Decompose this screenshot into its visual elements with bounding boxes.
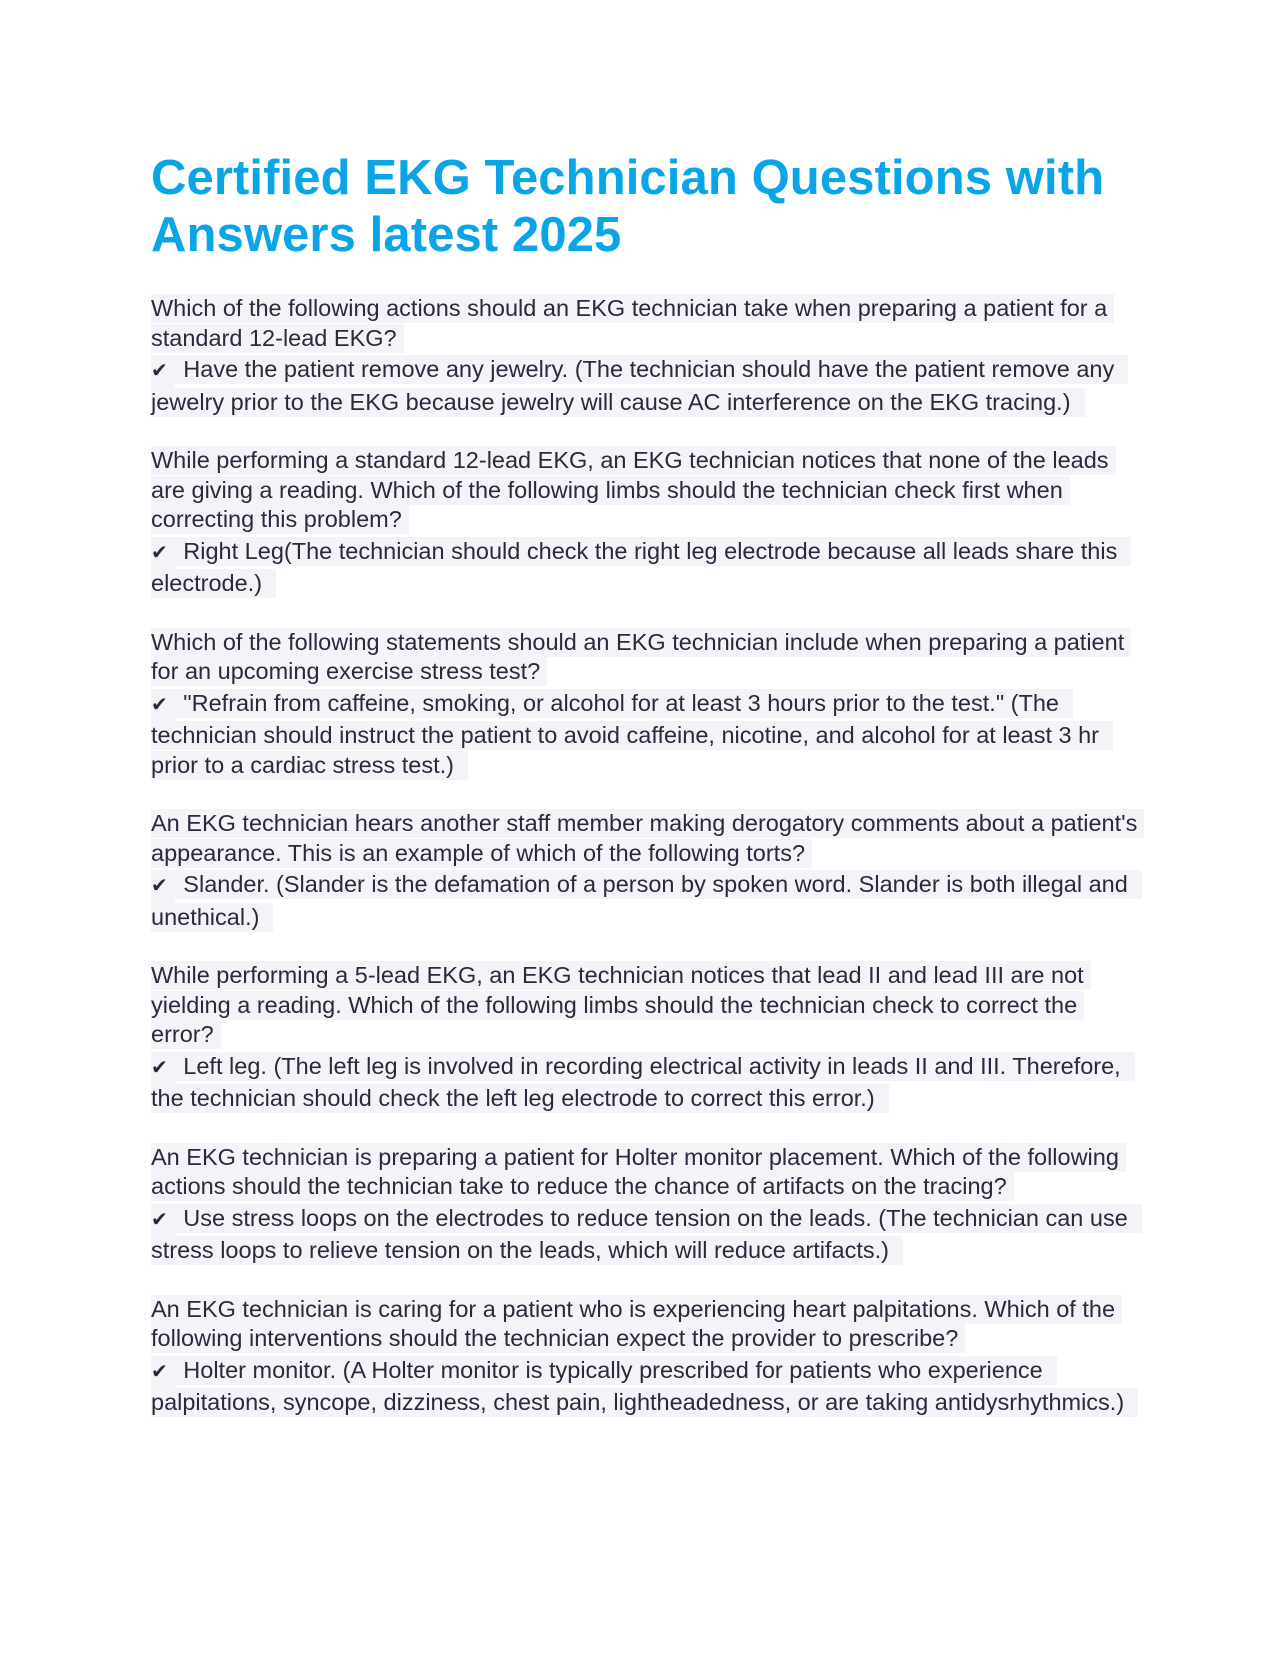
question-text: An EKG technician is caring for a patient who is experiencing heart palpitations. Which of the following interventions should the technician expect the provider to prescribe? — [151, 1295, 1141, 1354]
question-text: While performing a standard 12-lead EKG, an EKG technician notices that none of the leads are giving a reading. Which of the following limbs should the technician check first when correcting this problem? — [151, 446, 1141, 535]
answer-text: ✔ "Refrain from caffeine, smoking, or alcohol for at least 3 hours prior to the test." (The technician should instruct the patient to avoid caffeine, nicotine, and alcohol for at least 3 hr prior to a cardiac stress test.) — [151, 689, 1141, 781]
check-icon: ✔ — [151, 537, 175, 570]
answer-text: ✔ Left leg. (The left leg is involved in recording electrical activity in leads II and III. Therefore, the technician should check the left leg electrode to correct this error.) — [151, 1052, 1141, 1114]
question-text: An EKG technician hears another staff member making derogatory comments about a patient's appearance. This is an example of which of the following torts? — [151, 809, 1141, 868]
document-page — [151, 150, 1141, 1418]
answer-text: ✔ Right Leg(The technician should check the right leg electrode because all leads share this electrode.) — [151, 537, 1141, 599]
document-title: Certified EKG Technician Questions with Answers latest 2025 — [151, 151, 1105, 262]
qa-item-5 — [151, 961, 1141, 1114]
answer-text: ✔ Use stress loops on the electrodes to reduce tension on the leads. (The technician can use stress loops to relieve tension on the leads, which will reduce artifacts.) — [151, 1204, 1141, 1266]
answer-text: ✔ Holter monitor. (A Holter monitor is typically prescribed for patients who experience palpitations, syncope, dizziness, chest pain, lightheadedness, or are taking antidysrhythmics.) — [151, 1356, 1141, 1418]
question-text: An EKG technician is preparing a patient for Holter monitor placement. Which of the following actions should the technician take to reduce the chance of artifacts on the tracing? — [151, 1143, 1141, 1202]
question-text: While performing a 5-lead EKG, an EKG technician notices that lead II and lead III are not yielding a reading. Which of the following limbs should the technician check to correct the error? — [151, 961, 1141, 1050]
qa-item-3 — [151, 628, 1141, 781]
answer-text: ✔ Slander. (Slander is the defamation of a person by spoken word. Slander is both illegal and unethical.) — [151, 870, 1141, 932]
qa-item-4 — [151, 809, 1141, 932]
check-icon: ✔ — [151, 1356, 175, 1389]
qa-item-6 — [151, 1143, 1141, 1266]
question-text: Which of the following actions should an EKG technician take when preparing a patient for a standard 12-lead EKG? — [151, 294, 1141, 353]
check-icon: ✔ — [151, 870, 175, 903]
qa-item-7 — [151, 1295, 1141, 1418]
check-icon: ✔ — [151, 355, 175, 388]
qa-item-2 — [151, 446, 1141, 599]
check-icon: ✔ — [151, 1052, 175, 1085]
check-icon: ✔ — [151, 1204, 175, 1237]
check-icon: ✔ — [151, 689, 175, 722]
question-text: Which of the following statements should an EKG technician include when preparing a patient for an upcoming exercise stress test? — [151, 628, 1141, 687]
qa-list — [151, 294, 1141, 1418]
qa-item-1 — [151, 294, 1141, 417]
answer-text: ✔ Have the patient remove any jewelry. (The technician should have the patient remove any jewelry prior to the EKG because jewelry will cause AC interference on the EKG tracing.) — [151, 355, 1141, 417]
